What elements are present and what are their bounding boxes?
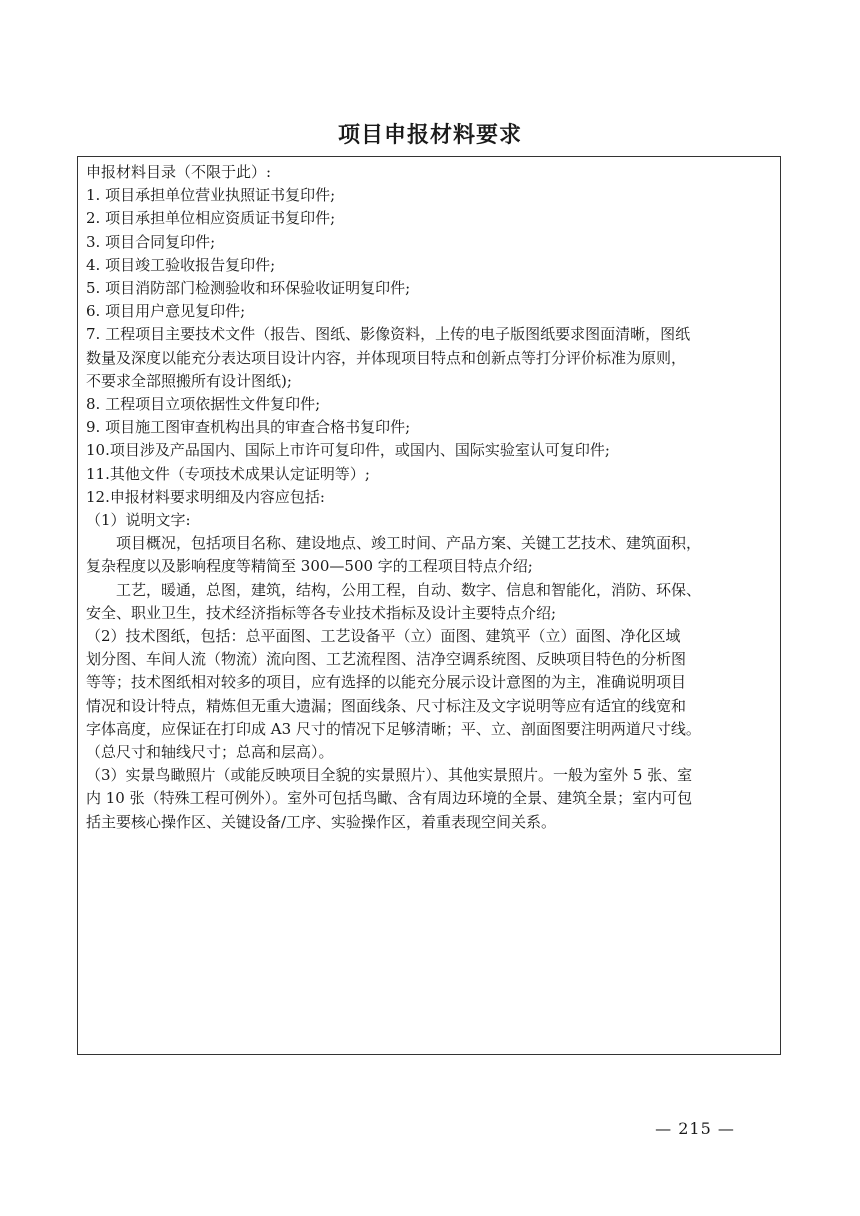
text-line: 7. 工程项目主要技术文件（报告、图纸、影像资料，上传的电子版图纸要求图面清晰，图纸 bbox=[86, 325, 691, 344]
text-line: 8. 工程项目立项依据性文件复印件; bbox=[86, 395, 321, 414]
text-line: 工艺，暖通，总图，建筑，结构，公用工程，自动、数字、信息和智能化，消防、环保、 bbox=[116, 580, 702, 599]
text-line: 2. 项目承担单位相应资质证书复印件; bbox=[86, 209, 336, 228]
text-line: 数量及深度以能充分表达项目设计内容，并体现项目特点和创新点等打分评价标准为原则， bbox=[86, 348, 687, 367]
text-line: 划分图、车间人流（物流）流向图、工艺流程图、洁净空调系统图、反映项目特色的分析图 bbox=[86, 650, 687, 669]
page-number: — 215 — bbox=[655, 1119, 735, 1138]
text-line: 9. 项目施工图审查机构出具的审查合格书复印件; bbox=[86, 418, 411, 437]
text-line: （2）技术图纸，包括：总平面图、工艺设备平（立）面图、建筑平（立）面图、净化区域 bbox=[86, 627, 681, 646]
text-line: 4. 项目竣工验收报告复印件; bbox=[86, 255, 276, 274]
text-line: 不要求全部照搬所有设计图纸); bbox=[86, 371, 292, 390]
text-line: 5. 项目消防部门检测验收和环保验收证明复印件; bbox=[86, 279, 411, 298]
text-line: （1）说明文字: bbox=[86, 511, 191, 530]
text-line: 6. 项目用户意见复印件; bbox=[86, 302, 246, 321]
text-line: 10.项目涉及产品国内、国际上市许可复印件，或国内、国际实验室认可复印件; bbox=[86, 441, 610, 460]
text-line: 12.申报材料要求明细及内容应包括: bbox=[86, 487, 325, 506]
text-line: 项目概况，包括项目名称、建设地点、竣工时间、产品方案、关键工艺技术、建筑面积， bbox=[116, 534, 702, 553]
requirements-box bbox=[77, 156, 781, 1055]
text-line: 内 10 张（特殊工程可例外）。室外可包括鸟瞰、含有周边环境的全景、建筑全景；室内可包 bbox=[86, 789, 693, 808]
text-line: 情况和设计特点，精炼但无重大遗漏；图面线条、尺寸标注及文字说明等应有适宜的线宽和 bbox=[86, 696, 687, 715]
text-line: 申报材料目录（不限于此）: bbox=[86, 163, 272, 181]
text-line: 3. 项目合同复印件; bbox=[86, 232, 216, 251]
text-line: 1. 项目承担单位营业执照证书复印件; bbox=[86, 186, 336, 205]
text-line: （总尺寸和轴线尺寸；总高和层高）。 bbox=[86, 743, 334, 762]
text-line: 字体高度，应保证在打印成 A3 尺寸的情况下足够清晰；平、立、剖面图要注明两道尺寸线。 bbox=[86, 719, 701, 738]
text-line: 等等；技术图纸相对较多的项目，应有选择的以能充分展示设计意图的为主，准确说明项目 bbox=[86, 673, 687, 692]
text-line: 复杂程度以及影响程度等精简至 300—500 字的工程项目特点介绍; bbox=[86, 557, 533, 576]
text-line: 11.其他文件（专项技术成果认定证明等）; bbox=[86, 464, 370, 483]
text-line: （3）实景鸟瞰照片（或能反映项目全貌的实景照片）、其他实景照片。一般为室外 5 张、室 bbox=[86, 766, 693, 785]
text-line: 安全、职业卫生，技术经济指标等各专业技术指标及设计主要特点介绍; bbox=[86, 603, 557, 622]
page-title: 项目申报材料要求 bbox=[337, 123, 522, 148]
text-line: 括主要核心操作区、关键设备/工序、实验操作区，着重表现空间关系。 bbox=[86, 812, 557, 831]
